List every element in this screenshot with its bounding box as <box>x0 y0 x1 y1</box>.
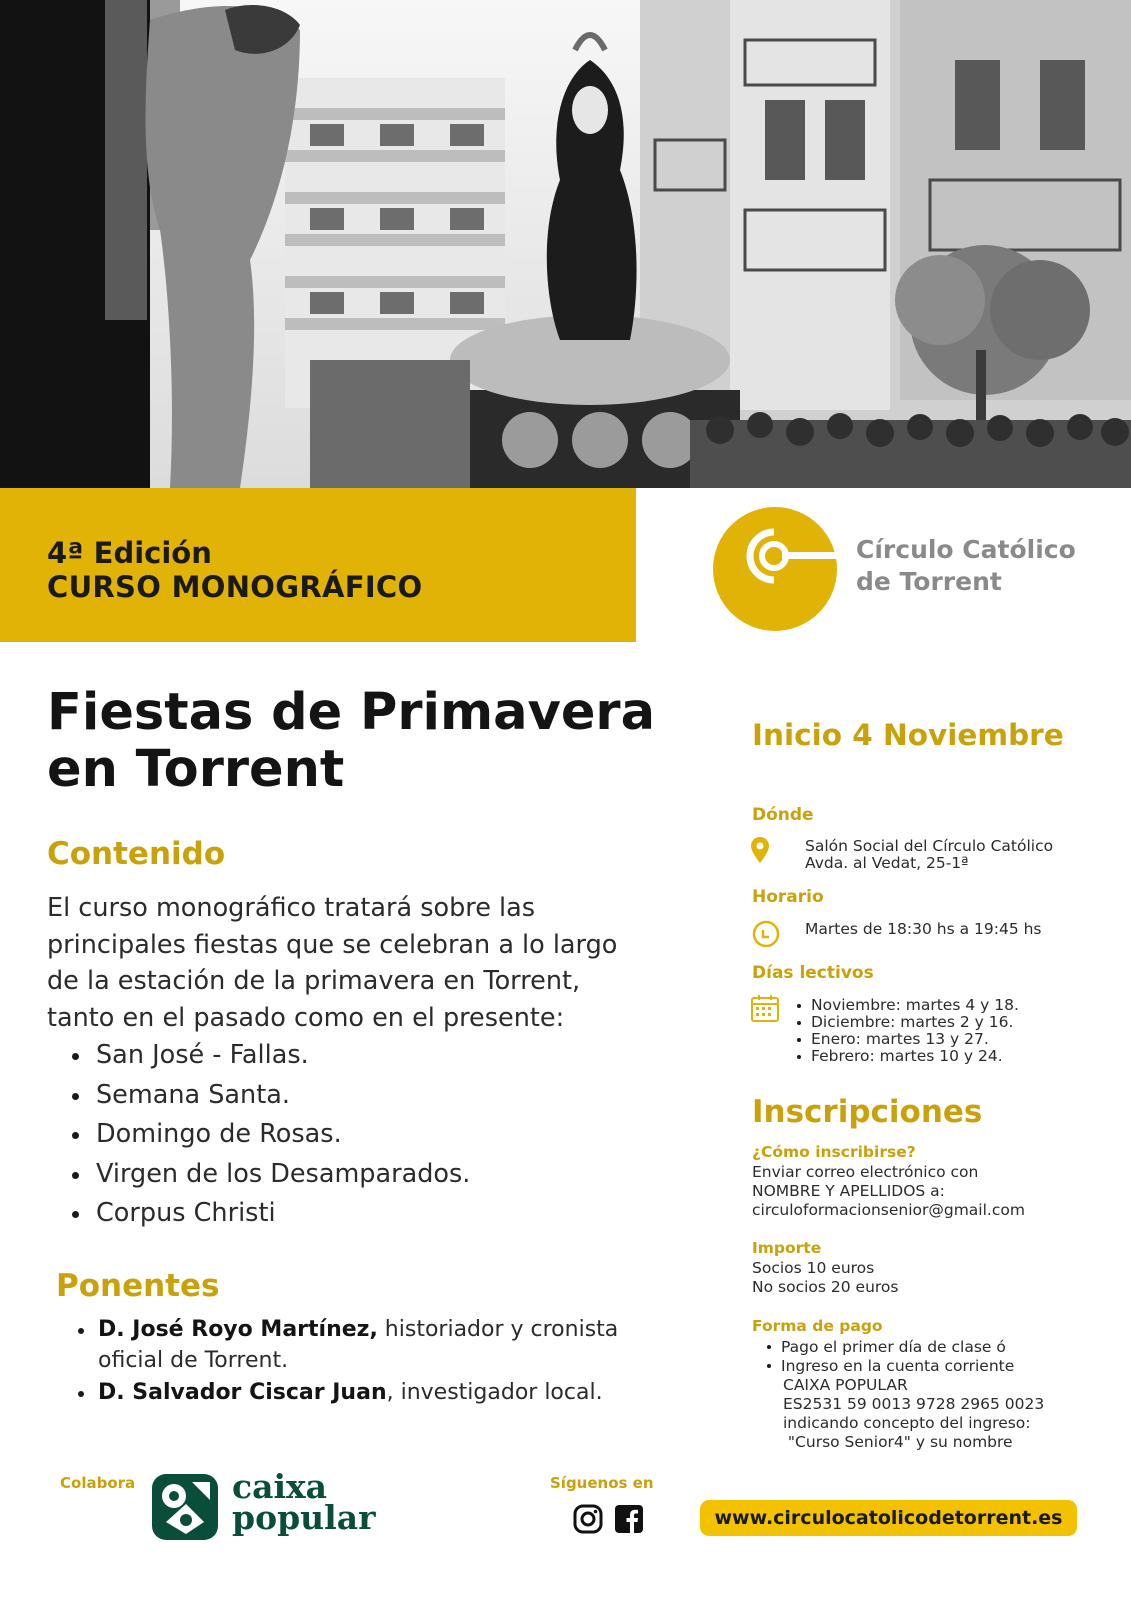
bank-line: "Curso Senior4" y su nombre <box>783 1433 1013 1451</box>
list-item: Febrero: martes 10 y 24. <box>795 1048 1019 1065</box>
speaker-name: D. José Royo Martínez, <box>98 1317 378 1342</box>
list-item: Corpus Christi <box>72 1194 672 1234</box>
clock-icon <box>751 919 781 949</box>
website-link[interactable]: www.circulocatolicodetorrent.es <box>700 1500 1077 1536</box>
speaker-item <box>78 1377 678 1408</box>
price-members: Socios 10 euros <box>752 1259 875 1277</box>
speaker-name: D. Salvador Ciscar Juan <box>98 1380 387 1405</box>
list-item: Semana Santa. <box>72 1076 672 1116</box>
speaker-role: , investigador local. <box>386 1380 603 1405</box>
list-item: Ingreso en la cuenta corriente <box>765 1357 1014 1376</box>
content-description <box>47 890 687 1036</box>
list-item: Pago el primer día de clase ó <box>765 1338 1014 1357</box>
content-line: principales fiestas que se celebran a lo largo <box>47 929 618 960</box>
bank-details <box>783 1376 1044 1452</box>
how-line: Enviar correo electrónico con <box>752 1163 979 1181</box>
email-address[interactable]: circuloformacionsenior@gmail.com <box>752 1201 1025 1219</box>
course-label: CURSO MONOGRÁFICO <box>47 570 423 604</box>
instagram-icon[interactable] <box>573 1504 603 1534</box>
caixa-popular-logo-icon <box>152 1474 218 1540</box>
how-label: ¿Cómo inscribirse? <box>752 1143 916 1161</box>
procession-photo <box>0 0 1131 488</box>
org-name-line1: Círculo Católico <box>856 535 1076 564</box>
sponsor-line2: popular <box>232 1498 376 1537</box>
content-heading: Contenido <box>47 836 226 872</box>
circulo-catolico-logo-icon <box>712 506 838 632</box>
course-title <box>47 684 687 798</box>
where-address <box>805 838 1053 872</box>
price-text <box>752 1259 898 1297</box>
content-line: de la estación de la primavera en Torrent, <box>47 966 581 996</box>
sponsor-line1: caixa <box>232 1467 328 1506</box>
bank-line: CAIXA POPULAR <box>783 1376 908 1394</box>
where-line: Avda. al Vedat, 25-1ª <box>805 854 969 872</box>
how-text <box>752 1163 1025 1220</box>
org-name-line2: de Torrent <box>856 567 1002 596</box>
where-label: Dónde <box>752 805 814 825</box>
edition-band <box>0 488 636 642</box>
title-line1: Fiestas de Primavera <box>47 683 655 742</box>
list-item: San José - Fallas. <box>72 1036 672 1076</box>
days-label: Días lectivos <box>752 963 874 983</box>
days-list <box>795 997 1019 1065</box>
list-item: Enero: martes 13 y 27. <box>795 1031 1019 1048</box>
speaker-role: historiador y cronista <box>377 1317 619 1342</box>
facebook-icon[interactable] <box>614 1504 644 1534</box>
payment-label: Forma de pago <box>752 1317 883 1335</box>
content-line: El curso monográfico tratará sobre las <box>47 893 535 923</box>
speakers-heading: Ponentes <box>56 1268 220 1304</box>
speakers-list <box>78 1314 678 1409</box>
org-name <box>856 534 1076 598</box>
start-date: Inicio 4 Noviembre <box>752 718 1064 752</box>
list-item: Virgen de los Desamparados. <box>72 1155 672 1195</box>
calendar-icon <box>750 993 780 1023</box>
schedule-label: Horario <box>752 887 824 907</box>
speaker-role: oficial de Torrent. <box>98 1348 289 1373</box>
where-line: Salón Social del Círculo Católico <box>805 837 1054 855</box>
payment-list <box>765 1338 1014 1376</box>
list-item: Diciembre: martes 2 y 16. <box>795 1014 1019 1031</box>
follow-label: Síguenos en <box>550 1474 654 1492</box>
bank-line: indicando concepto del ingreso: <box>783 1414 1031 1432</box>
festivities-list <box>72 1036 672 1234</box>
sponsor-name <box>232 1467 376 1537</box>
price-nonmembers: No socios 20 euros <box>752 1278 899 1296</box>
title-line2: en Torrent <box>47 740 345 799</box>
hero-photo <box>0 0 1131 488</box>
speaker-item <box>78 1314 678 1376</box>
how-line: NOMBRE Y APELLIDOS a: <box>752 1182 945 1200</box>
content-line: tanto en el pasado como en el presente: <box>47 1002 565 1033</box>
registration-heading: Inscripciones <box>752 1094 983 1130</box>
schedule-text: Martes de 18:30 hs a 19:45 hs <box>805 920 1042 938</box>
colabora-label: Colabora <box>60 1474 136 1492</box>
edition-label: 4ª Edición <box>47 536 212 570</box>
price-label: Importe <box>752 1239 822 1257</box>
location-pin-icon <box>750 836 770 864</box>
list-item: Domingo de Rosas. <box>72 1115 672 1155</box>
bank-line: ES2531 59 0013 9728 2965 0023 <box>783 1395 1045 1413</box>
list-item: Noviembre: martes 4 y 18. <box>795 997 1019 1014</box>
